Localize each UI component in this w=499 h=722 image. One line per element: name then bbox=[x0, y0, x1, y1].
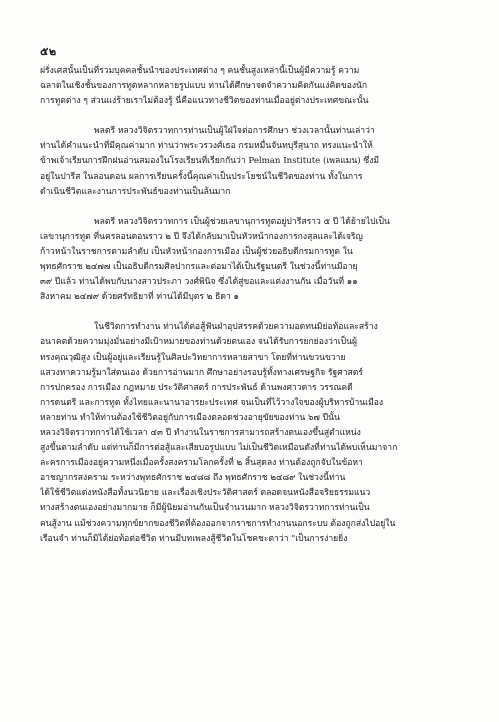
text-line: หลวงวิจิตรวาทการได้ใช้เวลา ๔๓ ปี ทำงานในราชการสามารถสร้างตนเองขึ้นสู่ตำแหน่ง bbox=[40, 427, 361, 438]
text-line: ๓๙ ปีแล้ว ท่านได้พบกับนางสาวประภา วงศ์พินิจ ซึ่งได้สู่ขอและแต่งงานกัน เมื่อวันที่ ๑๑ bbox=[40, 277, 358, 288]
text-line: คนสู้งาน แม้ช่วงความทุกข์ยากของชีวิตที่ต้องออกจากราชการทำงานนอกระบบ ต้องถูกส่งไปอยู่ใน bbox=[40, 518, 396, 529]
text-line: พลตรี หลวงวิจิตรวาทการ เป็นผู้ช่วยเลขานุการทูตอยู่ปารีสราว ๕ ปี ได้ย้ายไปเป็น bbox=[94, 216, 390, 227]
body-text bbox=[40, 64, 466, 562]
text-line: ในชีวิตการทำงาน ท่านได้ต่อสู้ฟันฝ่าอุปสรรคด้วยความอดทนมิย่อท้อและสร้าง bbox=[94, 322, 378, 333]
text-line: ฉลาดในเชิงชั้นของการทูตหลากหลายรูปแบบ ท่านได้ศึกษาจดจำความคิดกันแง่คิดของนัก bbox=[40, 81, 368, 92]
text-line: สิงหาคม ๒๔๗๙ ด้วยศรัทธิยาที่ ท่านได้มีบุตร ๒ ธิดา ๑ bbox=[40, 292, 239, 303]
text-line: หลายท่าน ทำให้ท่านต้องใช้ชีวิตอยู่กับการเมืองตลอดช่วงอายุขัยของท่าน ๖๗ ปีนั้น bbox=[40, 412, 340, 423]
text-line: ได้ใช้ชีวิตแต่งหนังสือทั้งนวนิยาย และเรื่องเชิงประวัติศาสตร์ ตลอดจนหนังสือจริยธรรมแนว bbox=[40, 488, 371, 499]
text-line: การปกครอง การเมือง กฎหมาย ประวัติศาสตร์ การประพันธ์ ด้านพงศาวดาร วรรณคดี bbox=[40, 382, 353, 393]
paragraph-3 bbox=[40, 215, 466, 306]
text-line: ท่านได้คำแนะนำที่มีคุณค่ามาก ท่านว่าพระวรวงศ์เธอ กรมหมื่นจันทบุรีสุนาถ ทรงแนะนำให้ bbox=[40, 141, 373, 152]
page-number: ๕๒ bbox=[40, 45, 57, 58]
text-line: ทางสร้างตนเองอย่างมากมาย ก็มีผู้นิยมอ่านกันเป็นจำนวนมาก หลวงวิจิตรวาทการท่านเป็น bbox=[40, 503, 370, 514]
paragraph-1 bbox=[40, 64, 466, 109]
text-line: สูงขึ้นตามลำดับ แต่ท่านก็มีการต่อสู้และเสียบอรูปแบบ ไม่เป็นชีวิตเหมือนดังที่ท่านได้พบเห็นมาจาก bbox=[40, 443, 398, 454]
text-line: การทูตต่าง ๆ ส่วนแง่ร้ายเราไม่ต้องรู้ นี่คือแนวทางชีวิตของท่านเมื่ออยู่ต่างประเทศขณะนั้น bbox=[40, 96, 369, 107]
text-line: อนาคตด้วยความมุ่งมั่นอย่างมีเป้าหมายของท่านด้วยตนเอง จนได้รับการยกย่องว่าเป็นผู้ bbox=[40, 337, 358, 348]
text-line: อาชญากรสงคราม ระหว่างพุทธศักราช ๒๔๘๘ ถึง พุทธศักราช ๒๔๘๙ ในช่วงนี้ท่าน bbox=[40, 473, 346, 484]
text-line: ก้าวหน้าในราชการตามลำดับ เป็นหัวหน้ากองการเมือง เป็นผู้ช่วยอธิบดีกรมการทูต ใน bbox=[40, 246, 353, 257]
text-line: ทรงคุณวุฒิสูง เป็นผู้อยู่และเรียนรู้ในศิลปะวิทยาการหลายสาขา โดยที่ท่านขวนขวาย bbox=[40, 352, 346, 363]
paragraph-4 bbox=[40, 320, 466, 546]
text-line: เรือนจำ ท่านก็มิได้ย่อท้อต่อชีวิต ท่านมีบทเพลงสู้ชีวิตในโชคชะตาว่า "เป็นการง่ายยิ่ง bbox=[40, 533, 348, 544]
text-line: แสวงหาความรู้มาใส่ตนเอง ด้วยการอ่านมาก ศึกษาอย่างรอบรู้ทั้งทางเศรษฐกิจ รัฐศาสตร์ bbox=[40, 367, 363, 378]
paragraph-2 bbox=[40, 124, 466, 199]
text-line: เลขานุการทูต ที่นครลอนดอนราว ๒ ปี จึงได้กลับมาเป็นหัวหน้ากองการกงสุลและได้เจริญ bbox=[40, 231, 363, 242]
text-line: การดนตรี และการทูต ทั้งไทยและนานาอารยะประเทศ จนเป็นที่ไว้วางใจของผู้บริหารบ้านเมือง bbox=[40, 397, 384, 408]
text-line: ข้าพเจ้าเรียนการฝึกฝนอ่านสมองในโรงเรียนที่เรียกกันว่า Pelman Institute (เพลแมน) ซึ่งมี bbox=[40, 156, 380, 167]
text-line: พุทธศักราช ๒๔๗๗ เป็นอธิบดีกรมศิลปากรและต่อมาได้เป็นรัฐมนตรี ในช่วงนี้ท่านมีอายุ bbox=[40, 262, 358, 273]
text-line: ฝรั่งเศสนั้นเป็นที่รวมบุคคลชั้นนำของประเทศต่าง ๆ คนชั้นสูงเหล่านี้เป็นผู้มีความรู้ ความ bbox=[40, 66, 360, 76]
text-line: พลตรี หลวงวิจิตรวาทการท่านเป็นผู้ใฝ่ใจต่อการศึกษา ช่วงเวลานั้นท่านเล่าว่า bbox=[94, 126, 375, 137]
text-line: ละครการเมืองอยู่ความหนึ่งเมื่อครั้งสงครามโลกครั้งที่ ๒ สิ้นสุดลง ท่านต้องถูกจับในข้อหา bbox=[40, 458, 363, 469]
text-line: อยู่ในปารีส ในลอนดอน ผลการเรียนครั้งนี้คุณค่าเป็นประโยชน์ในชีวิตของท่าน ทั้งในการ bbox=[40, 171, 363, 182]
text-line: ดำเนินชีวิตและงานการประพันธ์ของท่านเป็นล้นมาก bbox=[40, 186, 231, 197]
